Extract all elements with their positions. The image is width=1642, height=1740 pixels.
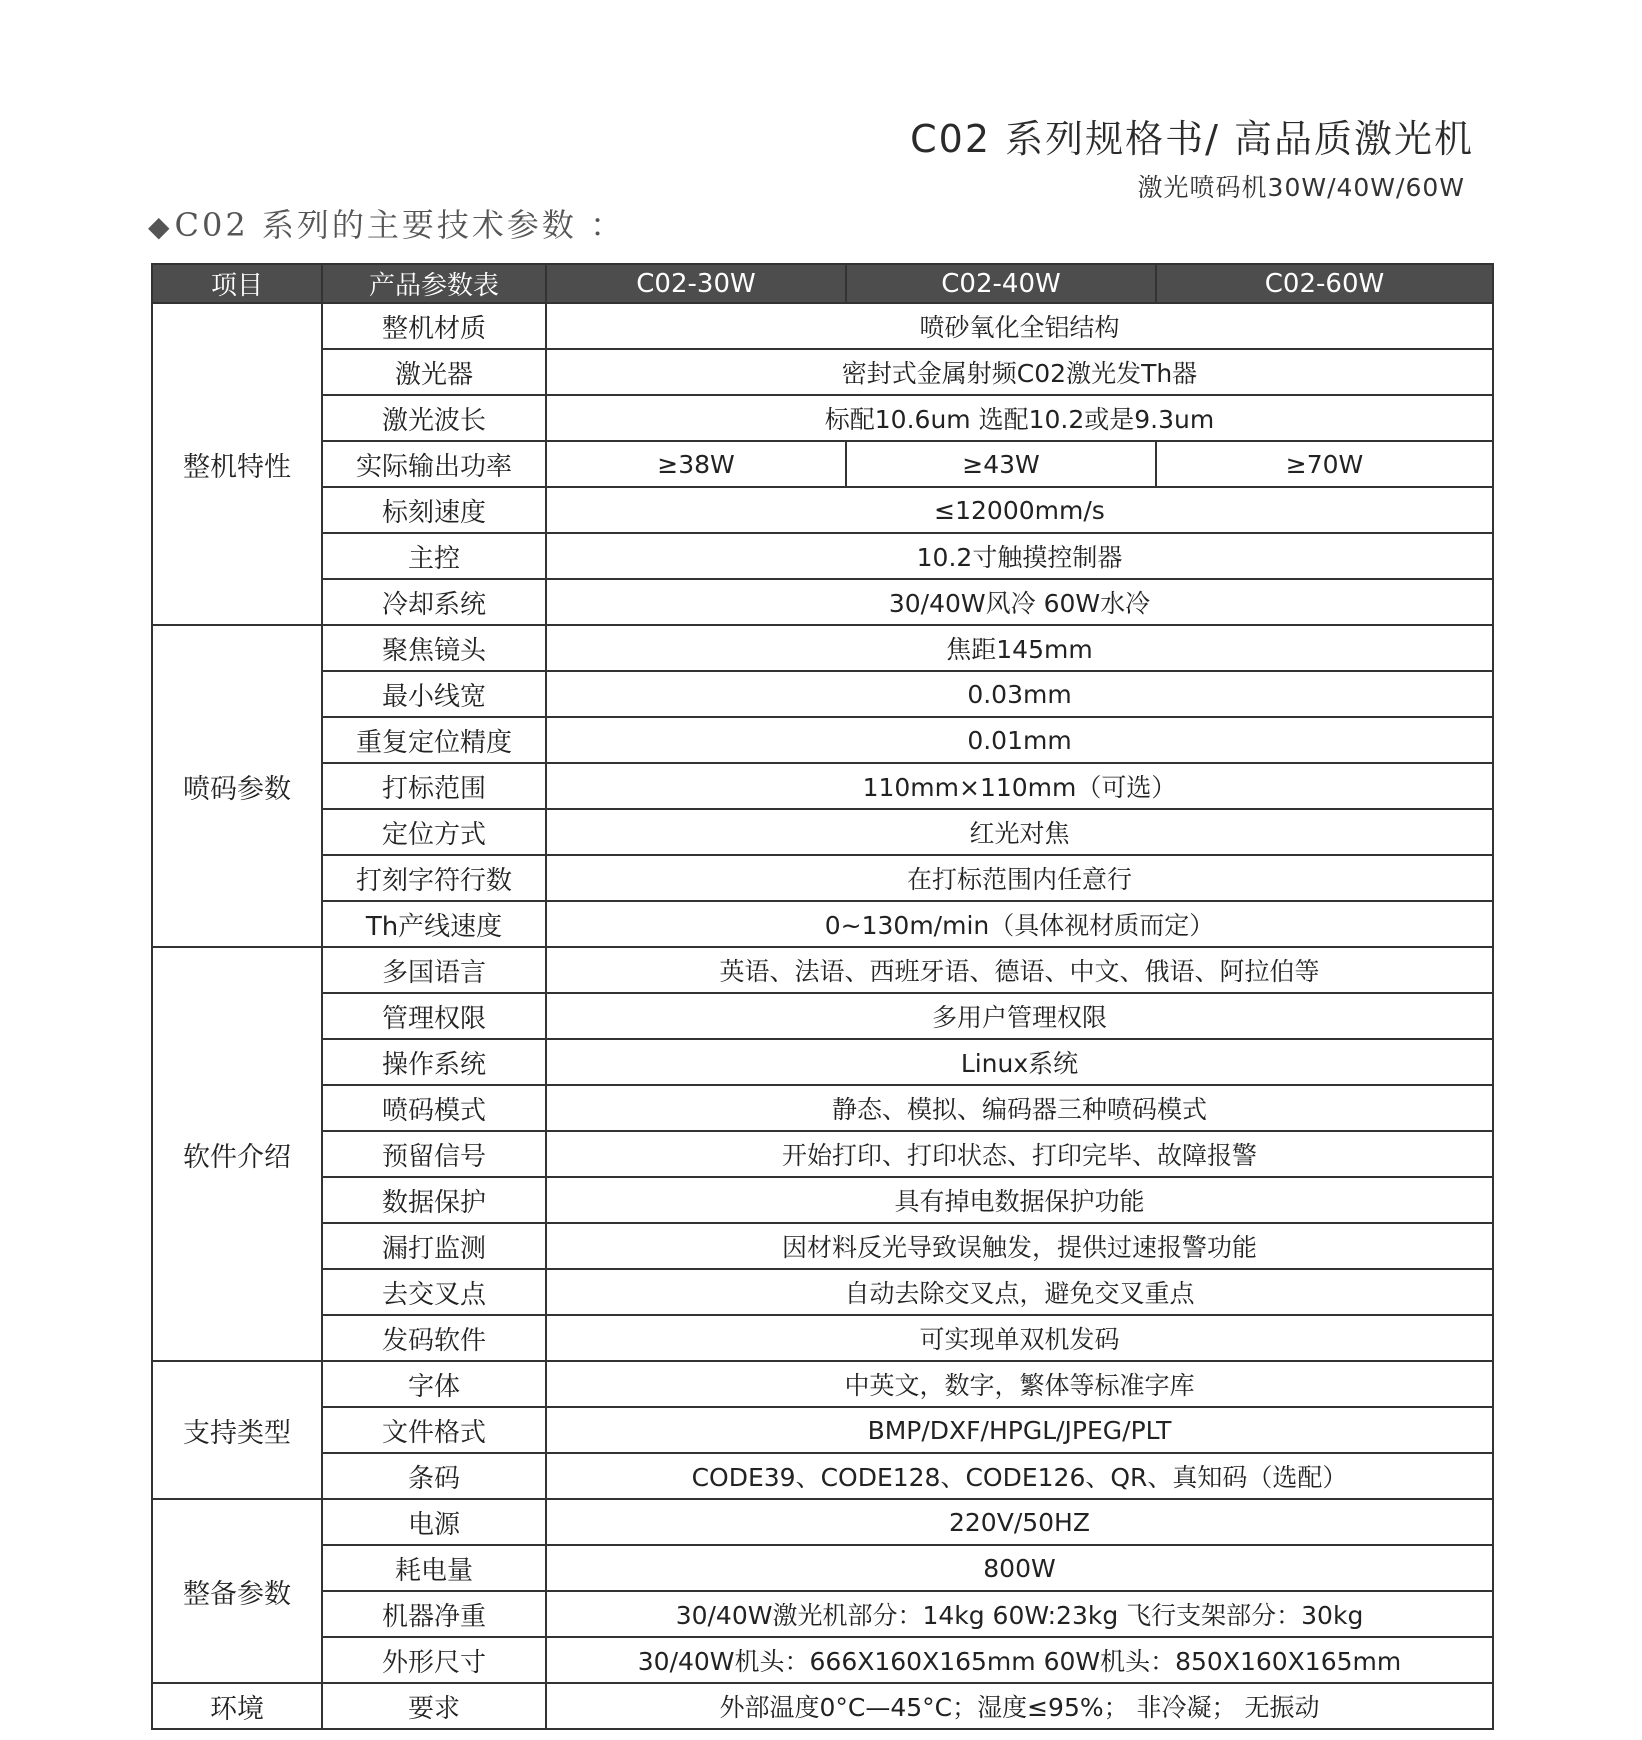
table-row bbox=[152, 1131, 1493, 1177]
param-label: 耗电量 bbox=[322, 1545, 546, 1591]
table-row bbox=[152, 1591, 1493, 1637]
spec-value-cell: 可实现单双机发码 bbox=[546, 1315, 1493, 1361]
table-row bbox=[152, 1269, 1493, 1315]
param-label: 主控 bbox=[322, 533, 546, 579]
table-row bbox=[152, 1177, 1493, 1223]
spec-value-cell: 10.2寸触摸控制器 bbox=[546, 533, 1493, 579]
model-value-cell: ≥38W bbox=[546, 441, 846, 487]
group-label: 喷码参数 bbox=[152, 625, 322, 947]
table-row bbox=[152, 303, 1493, 349]
table-row bbox=[152, 349, 1493, 395]
param-label: 多国语言 bbox=[322, 947, 546, 993]
param-label: 条码 bbox=[322, 1453, 546, 1499]
spec-value-cell: 静态、模拟、编码器三种喷码模式 bbox=[546, 1085, 1493, 1131]
header-cell: 项目 bbox=[152, 264, 322, 303]
param-label: 文件格式 bbox=[322, 1407, 546, 1453]
param-label: 喷码模式 bbox=[322, 1085, 546, 1131]
document-subtitle: 激光喷码机30W/40W/60W bbox=[1137, 173, 1465, 202]
spec-value-cell: 标配10.6um 选配10.2或是9.3um bbox=[546, 395, 1493, 441]
param-label: 预留信号 bbox=[322, 1131, 546, 1177]
table-row bbox=[152, 993, 1493, 1039]
table-body bbox=[152, 303, 1493, 1729]
param-label: 打刻字符行数 bbox=[322, 855, 546, 901]
header-cell: C02-40W bbox=[846, 264, 1156, 303]
section-heading-text: C02 系列的主要技术参数 ： bbox=[174, 206, 626, 244]
param-label: 聚焦镜头 bbox=[322, 625, 546, 671]
param-label: 激光波长 bbox=[322, 395, 546, 441]
table-row bbox=[152, 579, 1493, 625]
group-label: 整机特性 bbox=[152, 303, 322, 625]
spec-value-cell: 外部温度0°C—45°C；湿度≤95%； 非冷凝； 无振动 bbox=[546, 1683, 1493, 1729]
table-row bbox=[152, 809, 1493, 855]
param-label: 重复定位精度 bbox=[322, 717, 546, 763]
diamond-bullet-icon: ◆ bbox=[148, 210, 173, 243]
spec-value-cell: 开始打印、打印状态、打印完毕、故障报警 bbox=[546, 1131, 1493, 1177]
spec-value-cell: 自动去除交叉点，避免交叉重点 bbox=[546, 1269, 1493, 1315]
model-value-cell: ≥43W bbox=[846, 441, 1156, 487]
table-row bbox=[152, 1361, 1493, 1407]
spec-table bbox=[151, 263, 1494, 1730]
spec-value-cell: 30/40W机头：666X160X165mm 60W机头：850X160X165mm bbox=[546, 1637, 1493, 1683]
spec-value-cell: 220V/50HZ bbox=[546, 1499, 1493, 1545]
spec-value-cell: 具有掉电数据保护功能 bbox=[546, 1177, 1493, 1223]
group-label: 软件介绍 bbox=[152, 947, 322, 1361]
table-row bbox=[152, 1085, 1493, 1131]
param-label: 整机材质 bbox=[322, 303, 546, 349]
param-label: 发码软件 bbox=[322, 1315, 546, 1361]
spec-value-cell: 中英文，数字，繁体等标准字库 bbox=[546, 1361, 1493, 1407]
param-label: 管理权限 bbox=[322, 993, 546, 1039]
group-label: 环境 bbox=[152, 1683, 322, 1729]
param-label: 字体 bbox=[322, 1361, 546, 1407]
table-row bbox=[152, 763, 1493, 809]
param-label: 操作系统 bbox=[322, 1039, 546, 1085]
spec-value-cell: 喷砂氧化全铝结构 bbox=[546, 303, 1493, 349]
spec-value-cell: ≤12000mm/s bbox=[546, 487, 1493, 533]
param-label: 激光器 bbox=[322, 349, 546, 395]
table-row bbox=[152, 1683, 1493, 1729]
table-row bbox=[152, 1637, 1493, 1683]
param-label: 要求 bbox=[322, 1683, 546, 1729]
section-heading bbox=[148, 200, 625, 246]
param-label: 机器净重 bbox=[322, 1591, 546, 1637]
table-row bbox=[152, 441, 1493, 487]
spec-value-cell: CODE39、CODE128、CODE126、QR、真知码（选配） bbox=[546, 1453, 1493, 1499]
param-label: 漏打监测 bbox=[322, 1223, 546, 1269]
table-row bbox=[152, 1407, 1493, 1453]
spec-value-cell: 30/40W风冷 60W水冷 bbox=[546, 579, 1493, 625]
table-row bbox=[152, 901, 1493, 947]
table-row bbox=[152, 717, 1493, 763]
table-row bbox=[152, 1545, 1493, 1591]
param-label: 冷却系统 bbox=[322, 579, 546, 625]
spec-value-cell: 红光对焦 bbox=[546, 809, 1493, 855]
param-label: 标刻速度 bbox=[322, 487, 546, 533]
table-row bbox=[152, 855, 1493, 901]
table-row bbox=[152, 487, 1493, 533]
spec-value-cell: 在打标范围内任意行 bbox=[546, 855, 1493, 901]
table-row bbox=[152, 533, 1493, 579]
param-label: 数据保护 bbox=[322, 1177, 546, 1223]
spec-value-cell: Linux系统 bbox=[546, 1039, 1493, 1085]
spec-value-cell: 800W bbox=[546, 1545, 1493, 1591]
param-label: 实际输出功率 bbox=[322, 441, 546, 487]
document-title: C02 系列规格书/ 高品质激光机 bbox=[910, 117, 1474, 161]
spec-value-cell: 0.01mm bbox=[546, 717, 1493, 763]
spec-value-cell: 焦距145mm bbox=[546, 625, 1493, 671]
param-label: Th产线速度 bbox=[322, 901, 546, 947]
spec-value-cell: 多用户管理权限 bbox=[546, 993, 1493, 1039]
header-cell: 产品参数表 bbox=[322, 264, 546, 303]
spec-value-cell: BMP/DXF/HPGL/JPEG/PLT bbox=[546, 1407, 1493, 1453]
spec-value-cell: 英语、法语、西班牙语、德语、中文、俄语、阿拉伯等 bbox=[546, 947, 1493, 993]
spec-value-cell: 30/40W激光机部分：14kg 60W:23kg 飞行支架部分：30kg bbox=[546, 1591, 1493, 1637]
header-cell: C02-60W bbox=[1156, 264, 1493, 303]
param-label: 电源 bbox=[322, 1499, 546, 1545]
table-row bbox=[152, 947, 1493, 993]
spec-value-cell: 0.03mm bbox=[546, 671, 1493, 717]
spec-value-cell: 密封式金属射频C02激光发Th器 bbox=[546, 349, 1493, 395]
table-row bbox=[152, 1453, 1493, 1499]
group-label: 支持类型 bbox=[152, 1361, 322, 1499]
table-row bbox=[152, 625, 1493, 671]
spec-value-cell: 0~130m/min（具体视材质而定） bbox=[546, 901, 1493, 947]
model-value-cell: ≥70W bbox=[1156, 441, 1493, 487]
table-row bbox=[152, 395, 1493, 441]
param-label: 定位方式 bbox=[322, 809, 546, 855]
param-label: 最小线宽 bbox=[322, 671, 546, 717]
table-row bbox=[152, 1499, 1493, 1545]
spec-value-cell: 因材料反光导致误触发，提供过速报警功能 bbox=[546, 1223, 1493, 1269]
header-cell: C02-30W bbox=[546, 264, 846, 303]
table-row bbox=[152, 1315, 1493, 1361]
table-row bbox=[152, 671, 1493, 717]
group-label: 整备参数 bbox=[152, 1499, 322, 1683]
table-header-row bbox=[152, 264, 1493, 303]
param-label: 外形尺寸 bbox=[322, 1637, 546, 1683]
spec-value-cell: 110mm×110mm（可选） bbox=[546, 763, 1493, 809]
table-row bbox=[152, 1223, 1493, 1269]
table-row bbox=[152, 1039, 1493, 1085]
param-label: 去交叉点 bbox=[322, 1269, 546, 1315]
param-label: 打标范围 bbox=[322, 763, 546, 809]
